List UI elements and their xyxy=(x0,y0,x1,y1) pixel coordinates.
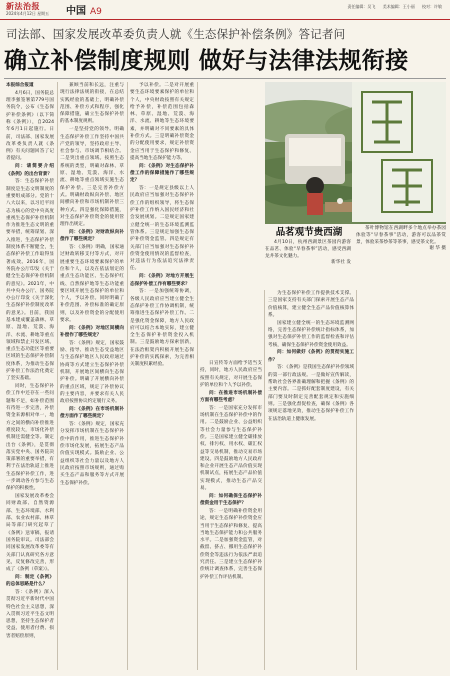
body-paragraph: 一是坚持党的领导。明确生态保护补偿工作坚持中国共产党的领导，坚持政府主导、社会参与、市场调节相结合。二是突出重点领域。按照生态系统的类型，明确对森林、草原、湿地、荒漠、海洋、水流、耕地等重点领域实施生态保护补偿。三是完善补偿方式。明确财政纵向补偿、地区间横向补偿和市场机制补偿三种方式。四是强化保障措施，对生态保护补偿资金的使用管理作出规定。 xyxy=(60,127,124,228)
article-column-1 xyxy=(6,82,54,670)
body-paragraph: 答：一是国家充分发挥市场机制在生态保护补偿中的作用。二是鼓励企业、公益组织等社会力量参与生态保护补偿。三是国家建立健全碳排放权、排污权、用水权、碳汇权益等交易机制，推动交易市场建设。四是鼓励地方人民政府和企业开展生态产品价值实现机制试点，拓展生态产品价值实现模式，推动生态产品交易。 xyxy=(200,405,262,492)
section-title xyxy=(66,2,102,17)
body-paragraph: 日宣传等方面给予适当支持，同时，地方人民政府应当按照有关规定，对开展生态保护的单位和个人予以补偿。 xyxy=(200,361,262,388)
question-paragraph: 问：制定《条例》的总体思路是什么？ xyxy=(6,574,54,588)
body-paragraph: 答：生态保护补偿制度是生态文明制度的重要组成部分。党的十八大以来，以习近平同志为核心的党中央高度重视生态保护补偿机制作为推进生态文明的重要举措，统筹谋划、深入推进，生态保护补偿制度体系不断健全，生态保护补偿工作取得显著成效。2016年，国务院办公厅印发《关于健全生态保护补偿机制的意见》。2021年，中共中央办公厅、国务院办公厅印发《关于深化生态保护补偿制度改革的意见》。目前，我国基本建成覆盖森林、草原、湿地、荒漠、海洋、水流、耕地等重点领域和禁止开发区域、重点生态功能区等重要区域的生态保护补偿制度体系，为推动生态保护补偿工作法治化奠定了坚实基础。 xyxy=(6,179,54,382)
body-paragraph: 答：《条例》规定，国家鼓励、指导、推动生态受益地区与生态保护地区人民政府通过协商等方式建立生态保护补偿机制，开展地区间横向生态保护补偿。明确了开展横向补偿的重点区域，规定了补偿协议的主要内容，并要求有关人民政府按照协议约定履行义务。 xyxy=(60,340,124,405)
question-paragraph: 问：请简要介绍《条例》的出台背景？ xyxy=(6,164,54,177)
tea-seal-artwork xyxy=(352,82,446,222)
article-subtitle: 司法部、国家发展改革委负责人就《生态保护补偿条例》答记者问 xyxy=(6,27,346,41)
body-paragraph: 答：《条例》深入贯彻习近平新时代中国特色社会主义思想，深入贯彻习近平生态文明思想，坚持生态保护者受益、使用者付费、损害者赔偿原则， xyxy=(6,589,54,639)
newspaper-logo: 新法治报 xyxy=(6,1,40,11)
article-column-2 xyxy=(60,82,124,670)
body-paragraph: 答：《条例》规定，国家充分发挥市场机制在生态保护补偿中的作用，推进生态保护补偿市场化发展，拓展生态产品价值实现模式。鼓励企业、公益组织等社会力量以及地方人民政府按照市场规则，通过购买生态产品和服务等方式开展生态保护补偿。 xyxy=(60,422,124,486)
side-caption-text: 茶叶博物馆在西湖畔多个地点举办茶园体验等“早春茶事”活动，游客可以品茶赏景，体验采茶炒茶等茶事，感受茶文化。 xyxy=(356,226,446,245)
body-paragraph: 兼顾当前和长远，注重与现行法律法规的衔接，在总结实践经验的基础上，明确补偿范围、补偿方式和程序，强化保障措施，确立生态保护补偿的基本制度规则。 xyxy=(60,83,124,125)
side-credit: 谢 华 摄 xyxy=(429,246,446,252)
body-paragraph: 答：一是加强统筹协调，各级人民政府应当建立健全生态保护补偿工作协调机制，统筹推进生态保护补偿工作。二是强化资金保障，地方人民政府可以结合本地实际，建立健全生态保护补偿资金投入机制。三是鼓励地方探索创新，在法治框架内积极开展生态保护补偿的实践探索，为完善相关制度积累经验。 xyxy=(130,289,194,368)
issue-date: 2024年4月12日 星期五 xyxy=(6,11,50,16)
photo-caption xyxy=(265,240,351,267)
body-paragraph: 国家建立健全统一的生态环境监测网络，完善生态保护补偿统计指标体系，加强对生态保护补偿工作的监督检查和评估考核，确保生态保护补偿资金使用效益。 xyxy=(268,320,354,348)
article-headline: 确立补偿制度规则 做好与法律法规衔接 xyxy=(4,47,409,74)
column-divider xyxy=(197,82,198,670)
side-caption xyxy=(356,226,446,253)
body-paragraph: 国家发展改革委会同财政部、自然资源部、生态环境部、水利部、农业农村部、林草局等部门研究起草了《条例》送审稿，报请国务院审议。司法部会同国家发展改革委等有关部门认真研究各方意见，反复修改完善，形成了《条例（草案）》。 xyxy=(6,494,54,573)
photo-credit: 新华社 发 xyxy=(331,260,351,266)
section-name: 中国 xyxy=(66,6,86,17)
question-paragraph: 问：《条例》对地区间横向补偿作了哪些规定？ xyxy=(60,325,124,339)
photo-caption-text: 4月10日，杭州西湖景区茶园内游客在品茗、体验“早春茶事”活动，感受西湖龙井茶文化魅力。 xyxy=(265,240,351,259)
body-paragraph: 答：一是明确补偿资金用途，规定生态保护补偿资金应当用于生态保护和修复、提高当地生态保护能力和公共服务水平。二是加强资金监管，对截留、挤占、挪用生态保护补偿资金等违法行为依法严肃追究责任。三是建立生态保护补偿统计调查体系，完善生态保护补偿工作评估机制。 xyxy=(200,508,262,580)
article-byline: 本报综合报道 xyxy=(6,83,34,88)
question-paragraph: 问：如何确保生态保护补偿资金用于生态保护？ xyxy=(200,493,262,507)
body-paragraph: 为生态保护补偿工作提供技术支撑。三是国家支持有关部门探索开展生态产品价值核算，建立健全生态产品价值核算体系。 xyxy=(268,291,354,318)
body-paragraph: 答：一是规定县级以上人民政府应当加强对生态保护补偿工作的组织领导，将生态保护补偿工作纳入国民经济和社会发展规划。二是规定国家建立健全统一的生态环境监测监管体系。三是规定加强生态保护补偿资金监管。四是规定有关部门应当加强对生态保护补偿资金使用情况的监督检查，对违法行为依法追究法律责任。 xyxy=(130,186,194,272)
body-paragraph: 答：《条例》是我国生态保护补偿领域的第一部行政法规。一是做好宣传解读，帮助社会各界准确理解和把握《条例》的主要内容。二是抓好配套制度建设，有关部门要及时制定完善配套规定和实施细则。三是强化督促检查，确保《条例》各项规定落地见效，推动生态保护补偿工作在法治轨道上健康发展。 xyxy=(268,365,354,422)
body-paragraph: 同时，生态保护补偿工作中还存在一些问题和不足，如补偿范围有待进一步完善，补偿资金来源相对单一，地方之间的横向补偿推进难度较大，市场化补偿机制还需健全等。制定出台《条例》，是贯彻落实党中央、国务院决策部署的重要举措，有利于在法治轨道上推进生态保护补偿工作，进一步调动各方参与生态保护的积极性。 xyxy=(6,384,54,492)
article-column-4 xyxy=(200,360,262,670)
question-paragraph: 问：《条例》对地方开展生态保护补偿工作有哪些要求？ xyxy=(130,274,194,287)
column-divider xyxy=(127,82,128,670)
body-paragraph: 4月6日，国务院总理李强签署第779号国务院令，公布《生态保护补偿条例》（以下简称《条例》），自2024年6月1日起施行。日前，司法部、国家发展改革委负责人就《条例》有关问题回答了记者提问。 xyxy=(6,90,54,162)
question-paragraph: 问：《条例》对生态保护补偿工作的保障措施作了哪些规定？ xyxy=(130,163,194,184)
designer-name: 美术编辑：王小丽 xyxy=(382,4,415,9)
question-paragraph: 问：《条例》对财政纵向补偿作了哪些规定？ xyxy=(60,229,124,243)
editor-credits xyxy=(341,4,442,10)
body-paragraph: 予以补偿。二是对开展重要生态环境要素保护的单位和个人，中央财政按照有关规定给予补偿，补偿范围包括森林、草原、湿地、荒漠、海洋、水流、耕地等生态环境要素，并明确对不同要素的具体补偿方式。三是明确补偿资金的分配使用要求，规定补偿资金应当用于生态保护和修复、提高当地生态保护能力等。 xyxy=(130,83,194,161)
photo-title: 品茗观节贵西湖 xyxy=(275,227,343,238)
column-divider xyxy=(356,290,357,670)
proofreader-name: 校对：许敏 xyxy=(422,4,442,9)
masthead xyxy=(0,0,450,20)
column-divider xyxy=(264,290,265,670)
question-paragraph: 问：如何做好《条例》的贯彻实施工作？ xyxy=(268,350,354,363)
question-paragraph: 问：《条例》在市场机制补偿方面作了哪些规定？ xyxy=(60,407,124,420)
article-column-3 xyxy=(130,82,194,670)
article-column-6 xyxy=(360,290,446,670)
article-column-5 xyxy=(268,290,354,670)
editor-name: 责任编辑：吴飞 xyxy=(347,4,376,9)
column-divider xyxy=(57,82,58,670)
page-number: A9 xyxy=(90,7,102,17)
body-paragraph: 答：《条例》明确，国家通过财政转移支付等方式，对开展重要生态环境要素保护的单位和个人，以及在依法划定的重点生态功能区、生态保护红线、自然保护地等生态功能重要区域开展生态保护的单位和个人，予以补偿。同时明确了补偿范围、补偿标准的确定原则，以及补偿资金的分配使用要求。 xyxy=(60,245,124,323)
question-paragraph: 问：在推进市场机制补偿方面有哪些考虑？ xyxy=(200,390,262,403)
headline-divider xyxy=(4,78,446,79)
